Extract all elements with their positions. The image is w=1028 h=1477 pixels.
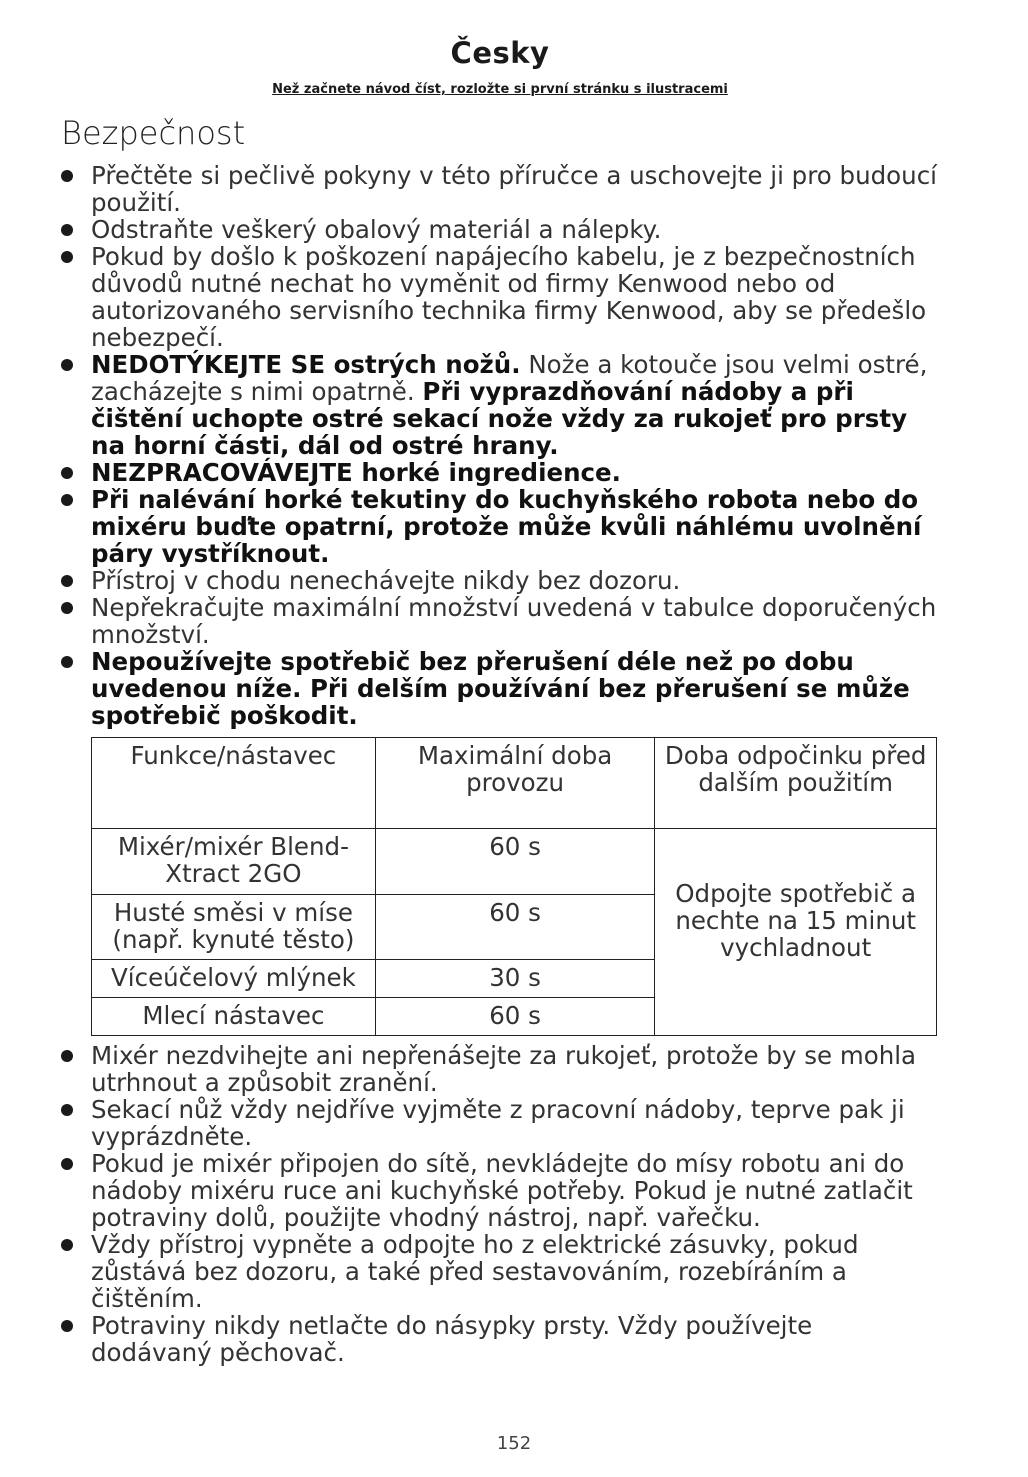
list-item: Pokud by došlo k poškození napájecího kabelu, je z bezpečnostních důvodů nutné nechat ho vyměnit od firmy Kenwood nebo od autorizovaného servisního technika firmy Kenwood, aby se předešlo nebezpečí. — [60, 243, 940, 351]
list-item: Pokud je mixér připojen do sítě, nevkládejte do mísy robotu ani do nádoby mixéru ruce ani kuchyňské potřeby. Pokud je nutné zatlačit potraviny dolů, použijte vhodný nástroj, např. vařečku. — [60, 1150, 940, 1231]
list-item: Nepoužívejte spotřebič bez přerušení déle než po dobu uvedenou níže. Při delším používání bez přerušení se může spotřebič poškodit. — [60, 648, 940, 729]
list-item: NEDOTÝKEJTE SE ostrých nožů. Nože a kotouče jsou velmi ostré, zacházejte s nimi opatrně. Při vyprazdňování nádoby a při čištění uchopte ostré sekací nože vždy za rukojeť pro prsty na horní části, dál od ostré hrany. — [60, 351, 940, 459]
page-subtitle: Než začnete návod číst, rozložte si první stránku s ilustracemi — [272, 82, 728, 97]
cell-function: Víceúčelový mlýnek — [92, 960, 376, 998]
page-number: 152 — [496, 1433, 532, 1454]
cell-function: Husté směsi v míse (např. kynuté těsto) — [92, 895, 376, 960]
bullet-icon — [61, 1239, 73, 1251]
bullet-icon — [61, 170, 73, 182]
section-heading: Bezpečnost — [61, 114, 246, 152]
header-function: Funkce/nástavec — [92, 738, 376, 829]
cell-time: 30 s — [375, 960, 655, 998]
list-item: Mixér nezdvihejte ani nepřenášejte za rukojeť, protože by se mohla utrhnout a způsobit zranění. — [60, 1042, 940, 1096]
list-item: Odstraňte veškerý obalový materiál a nálepky. — [60, 216, 940, 243]
list-item: Nepřekračujte maximální množství uvedená v tabulce doporučených množství. — [60, 594, 940, 648]
bullet-icon — [61, 1158, 73, 1170]
safety-list-bottom — [60, 1042, 940, 1366]
table-header-row — [92, 738, 937, 829]
bullet-icon — [61, 359, 73, 371]
bullet-icon — [61, 656, 73, 668]
bullet-icon — [61, 1104, 73, 1116]
cell-time: 60 s — [375, 895, 655, 960]
header-max-time: Maximální doba provozu — [375, 738, 655, 829]
bullet-icon — [61, 602, 73, 614]
cell-rest-note: Odpojte spotřebič a nechte na 15 minut vychladnout — [655, 829, 937, 1036]
bullet-icon — [61, 494, 73, 506]
list-item: Přečtěte si pečlivě pokyny v této příručce a uschovejte ji pro budoucí použití. — [60, 162, 940, 216]
list-item: Sekací nůž vždy nejdříve vyjměte z pracovní nádoby, teprve pak ji vyprázdněte. — [60, 1096, 940, 1150]
list-item: Potraviny nikdy netlačte do násypky prsty. Vždy používejte dodávaný pěchovač. — [60, 1312, 940, 1366]
table-row — [92, 829, 937, 895]
bullet-icon — [61, 251, 73, 263]
bullet-icon — [61, 575, 73, 587]
page-title: Česky — [450, 36, 550, 70]
bullet-icon — [61, 1320, 73, 1332]
usage-time-table — [91, 737, 937, 1036]
list-item: NEZPRACOVÁVEJTE horké ingredience. — [60, 459, 940, 486]
cell-function: Mlecí nástavec — [92, 998, 376, 1036]
cell-time: 60 s — [375, 998, 655, 1036]
safety-list-top — [60, 162, 940, 729]
bullet-icon — [61, 467, 73, 479]
bullet-icon — [61, 1050, 73, 1062]
cell-time: 60 s — [375, 829, 655, 895]
cell-function: Mixér/mixér Blend-Xtract 2GO — [92, 829, 376, 895]
list-item: Vždy přístroj vypněte a odpojte ho z elektrické zásuvky, pokud zůstává bez dozoru, a také před sestavováním, rozebíráním a čištěním. — [60, 1231, 940, 1312]
list-item: Při nalévání horké tekutiny do kuchyňského robota nebo do mixéru buďte opatrní, protože může kvůli náhlému uvolnění páry vystříknout. — [60, 486, 940, 567]
list-item: Přístroj v chodu nenechávejte nikdy bez dozoru. — [60, 567, 940, 594]
bullet-icon — [61, 224, 73, 236]
header-rest-time: Doba odpočinku před dalším použitím — [655, 738, 937, 829]
